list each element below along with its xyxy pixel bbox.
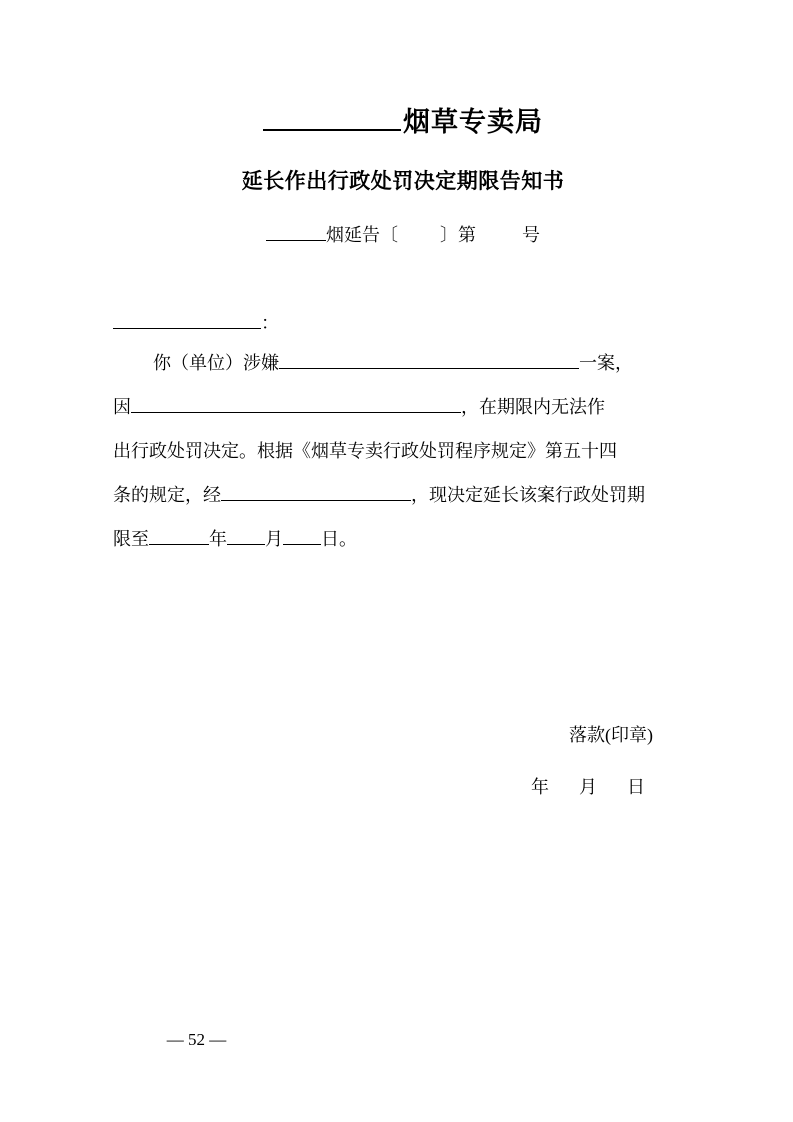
signature-date-line: [113, 773, 693, 799]
case-name-blank[interactable]: [279, 368, 579, 369]
doc-number-prefix-blank[interactable]: [266, 240, 326, 241]
page-subtitle: 延长作出行政处罚决定期限告知书: [241, 169, 565, 193]
body-paragraph: [113, 341, 693, 561]
page-number: — 52 —: [166, 1030, 227, 1049]
page-footer: [0, 1030, 793, 1050]
body-line5-d: 日。: [321, 529, 357, 549]
document-content: [113, 0, 693, 799]
body-line1-b: 一案，: [579, 353, 633, 373]
body-line1-a: 你（单位）涉嫌: [153, 353, 279, 373]
approver-blank[interactable]: [221, 500, 411, 501]
body-line4-b: ，现决定延长该案行政处罚期: [411, 485, 645, 505]
title-main-text: 烟草专卖局: [403, 107, 543, 137]
body-line3: 出行政处罚决定。根据《烟草专卖行政处罚程序规定》第五十四: [113, 441, 617, 461]
body-line5-c: 月: [265, 529, 283, 549]
doc-number-label: 烟延告〔: [326, 225, 398, 245]
body-line2-a: 因: [113, 397, 131, 417]
deadline-year-blank[interactable]: [149, 544, 209, 545]
document-number-line: [113, 221, 693, 247]
signature-day-label: 日: [627, 777, 645, 797]
addressee-colon: ：: [261, 313, 279, 333]
doc-number-close: 〕第: [440, 225, 476, 245]
doc-number-suffix: 号: [522, 225, 540, 245]
reason-blank[interactable]: [131, 412, 461, 413]
addressee-line: [113, 309, 693, 335]
deadline-month-blank[interactable]: [227, 544, 265, 545]
addressee-blank-field[interactable]: [113, 328, 261, 329]
deadline-day-blank[interactable]: [283, 544, 321, 545]
page-title: [113, 100, 693, 139]
body-line5-b: 年: [209, 529, 227, 549]
signature-stamp-label: 落款(印章): [569, 725, 653, 745]
signature-year-label: 年: [531, 777, 549, 797]
body-line5-a: 限至: [113, 529, 149, 549]
body-line4-a: 条的规定，经: [113, 485, 221, 505]
signature-month-label: 月: [579, 777, 597, 797]
body-line2-b: ，在期限内无法作: [461, 397, 605, 417]
title-blank-field[interactable]: [263, 129, 401, 131]
